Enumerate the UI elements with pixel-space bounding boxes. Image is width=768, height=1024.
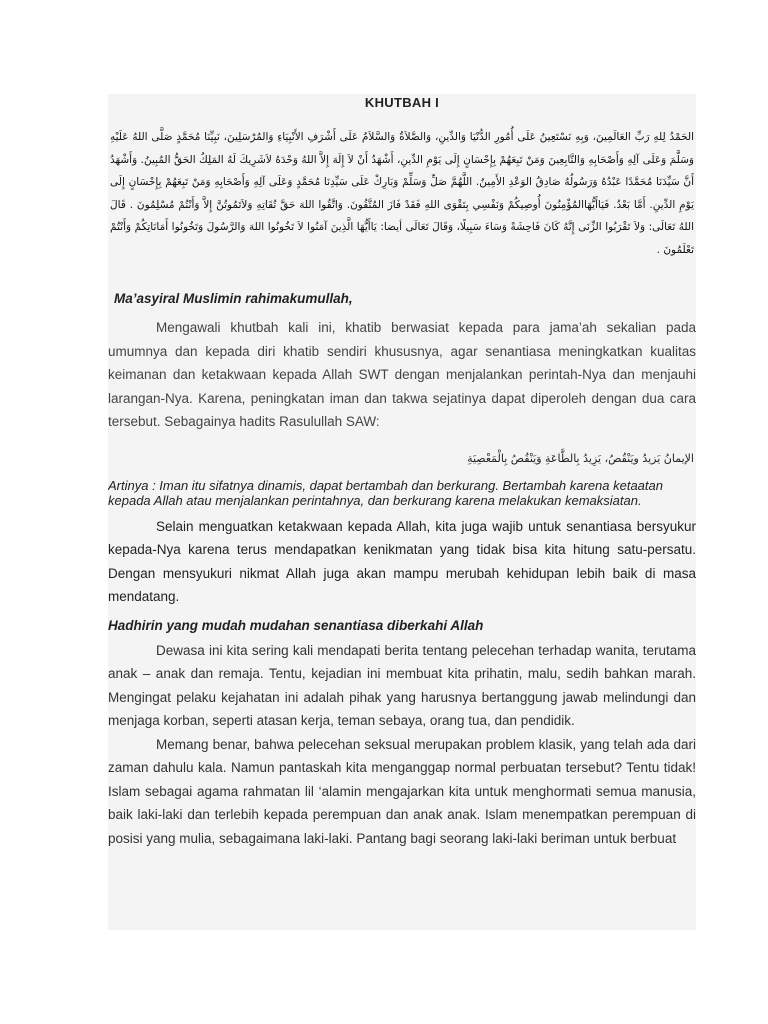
document-page xyxy=(108,94,696,930)
paragraph-2: Selain menguatkan ketakwaan kepada Allah, kita juga wajib untuk senantiasa bersyukur kepada-Nya karena terus mendapatkan kenikmatan yang tidak bisa kita hitung satu-persatu. Dengan mensyukuri nikmat Allah juga akan mampu merubah kehidupan lebih baik di masa mendatang. xyxy=(108,518,696,604)
arabic-opening-text: الحَمْدُ لِلهِ رَبِّ العَالَمِينَ، وَبِهِ نَسْتَعِينُ عَلَى أُمُورِ الدُّنْيَا وَالدِّينِ، وَالصَّلاَةُ وَالسَّلاَمُ عَلَى أَشْرَفِ الأَنْبِيَاءِ وَالمُرْسَلِينَ، نَبِيِّنَا مُحَمَّدٍ صَلَّى اللهُ عَلَيْهِ وَسَلَّمَ وَعَلَى آلِهِ وَأَصْحَابِهِ وَالتَّابِعِينَ وَمَنْ تَبِعَهُمْ بِإِحْسَانٍ إِلَى يَوْمِ الدِّينِ، أَشْهَدُ أَنْ لاَ إِلَهَ إِلاَّ اللهُ وَحْدَهُ لاَشَرِيكَ لَهُ المَلِكُ الحَقُّ المُبِينُ. وَأَشْهَدُ أَنَّ سَيِّدَنَا مُحَمَّدًا عَبْدُهُ وَرَسُولُهُ صَادِقُ الوَعْدِ الأَمِينُ. اللَّهُمَّ صَلِّ وَسَلِّمْ وَبَارِكْ عَلَى سَيِّدِنَا مُحَمَّدٍ وَعَلَى آلِهِ وَأَصْحَابِهِ وَمَنْ تَبِعَهُمْ بِإِحْسَانٍ إِلَى يَوْمِ الدِّينِ. أَمَّا بَعْدُ. فَيَاأَيُّهَاالمُؤْمِنُونَ أُوصِيكُمْ وَنَفْسِي بِتَقْوَى اللهِ فَقَدْ فَازَ المُتَّقُونَ. وَاتَّقُوا اللهَ حَقَّ تُقَاتِهِ وَلاَتَمُوتُنَّ إِلاَّ وَأَنْتُمْ مُسْلِمُونَ . قَالَ اللهُ تَعَالَى: وَلاَ تَقْرَبُوا الزِّنَى إِنَّهُ كَانَ فَاحِشَةً وَسَاءَ سَبِيلًا، وَقَالَ تَعَالَى أيضا: يَاأَيُّهَا الَّذِينَ آمَنُوا لاَ تَخُونُوا اللهَ وَالرَّسُولَ وَتَخُونُوا أَمَانَاتِكُمْ وَأَنْتُمْ تَعْلَمُونَ . xyxy=(110,131,694,256)
paragraph-1: Mengawali khutbah kali ini, khatib berwasiat kepada para jama’ah sekalian pada umumnya dan kepada diri khatib sendiri khususnya, agar senantiasa meningkatkan kualitas keimanan dan ketakwaan kepada Allah SWT dengan menjalankan perintah-Nya dan menjauhi larangan-Nya. Karena, peningkatan iman dan takwa sejatinya dapat diperoleh dengan dua cara tersebut. Sebagainya hadits Rasulullah SAW: xyxy=(108,320,696,429)
page-title: KHUTBAH I xyxy=(364,95,440,110)
paragraph-4: Memang benar, bahwa pelecehan seksual merupakan problem klasik, yang telah ada dari zaman dahulu kala. Namun pantaskah kita menganggap normal perbuatan tersebut? Tentu tidak! Islam sebagai agama rahmatan lil ‘alamin mengajarkan kita untuk menghormati semua manusia, baik laki-laki dan terlebih kepada perempuan dan anak anak. Islam menempatkan perempuan di posisi yang mulia, sebagaimana laki-laki. Pantang bagi seorang laki-laki beriman untuk berbuat xyxy=(108,736,696,846)
hadith-arabic-text: الإيمانُ يَزيدُ ويَنْقُصُ، يَزِيدُ بِالطَّاعَةِ وَيَنْقُصُ بِالْمَعْصِيَةِ xyxy=(467,451,694,465)
section-subheading: Hadhirin yang mudah mudahan senantiasa diberkahi Allah xyxy=(108,617,484,633)
paragraph-3: Dewasa ini kita sering kali mendapati berita tentang pelecehan terhadap wanita, terutama anak – anak dan remaja. Tentu, kejadian ini membuat kita prihatin, malu, sedih bahkan marah. Mengingat pelaku kejahatan ini adalah pihak yang harusnya bertanggung jawab melindungi dan menjaga korban, seperti atasan kerja, teman sebaya, orang tua, dan pendidik. xyxy=(108,642,696,728)
hadith-translation: Artinya : Iman itu sifatnya dinamis, dapat bertambah dan berkurang. Bertambah karena ketaatan kepada Allah atau menjalankan perintahnya, dan berkurang karena melakukan kemaksiatan. xyxy=(108,477,663,508)
salutation-heading: Ma’asyiral Muslimin rahimakumullah, xyxy=(114,291,353,306)
